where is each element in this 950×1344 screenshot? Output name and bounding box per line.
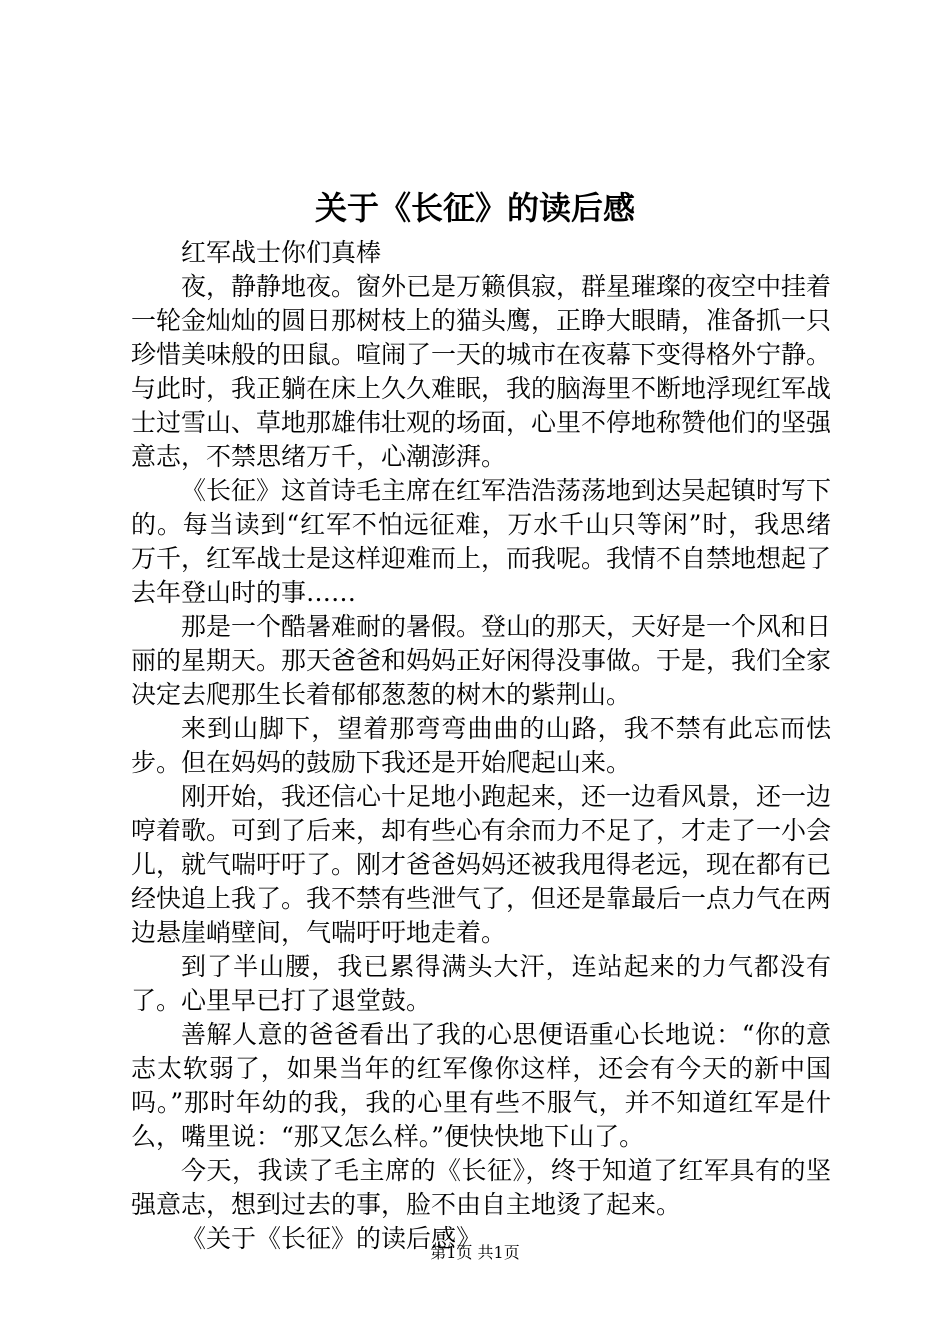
paragraph-closing-title: 《关于《长征》的读后感》 <box>181 1224 482 1253</box>
document-body <box>131 236 831 1256</box>
paragraph-subtitle: 红军战士你们真棒 <box>181 238 382 267</box>
paragraph: 那是一个酷暑难耐的暑假。登山的那天，天好是一个风和日丽的星期天。那天爸爸和妈妈正好闲得没事做。于是，我们全家决定去爬那生长着郁郁葱葱的树木的紫荆山。 <box>131 612 832 709</box>
paragraph: 来到山脚下，望着那弯弯曲曲的山路，我不禁有此忘而怯步。但在妈妈的鼓励下我还是开始爬起山来。 <box>131 714 831 777</box>
paragraph: 到了半山腰，我已累得满头大汗，连站起来的力气都没有了。心里早已打了退堂鼓。 <box>131 952 831 1015</box>
paragraph: 今天，我读了毛主席的《长征》，终于知道了红军具有的坚强意志，想到过去的事，脸不由自主地烫了起来。 <box>131 1156 831 1219</box>
page-number-footer: 第1页 共1页 <box>430 1243 520 1262</box>
paragraph: 善解人意的爸爸看出了我的心思便语重心长地说：“你的意志太软弱了，如果当年的红军像你这样，还会有今天的新中国吗。”那时年幼的我，我的心里有些不服气，并不知道红军是什么，嘴里说：“那又怎么样。”便快快地下山了。 <box>131 1020 831 1151</box>
document-title: 关于《长征》的读后感 <box>314 189 635 227</box>
paragraph: 《长征》这首诗毛主席在红军浩浩荡荡地到达吴起镇时写下的。每当读到“红军不怕远征难，万水千山只等闲”时，我思绪万千，红军战士是这样迎难而上，而我呢。我情不自禁地想起了去年登山时的事…… <box>131 476 832 607</box>
paragraph: 夜，静静地夜。窗外已是万籁俱寂，群星璀璨的夜空中挂着一轮金灿灿的圆日那树枝上的猫头鹰，正睁大眼睛，准备抓一只珍惜美味般的田鼠。喧闹了一天的城市在夜幕下变得格外宁静。与此时，我正躺在床上久久难眠，我的脑海里不断地浮现红军战士过雪山、草地那雄伟壮观的场面，心里不停地称赞他们的坚强意志，不禁思绪万千，心潮澎湃。 <box>131 272 832 471</box>
paragraph: 刚开始，我还信心十足地小跑起来，还一边看风景，还一边哼着歌。可到了后来，却有些心有余而力不足了，才走了一小会儿，就气喘吁吁了。刚才爸爸妈妈还被我甩得老远，现在都有已经快追上我了。我不禁有些泄气了，但还是靠最后一点力气在两边悬崖峭壁间，气喘吁吁地走着。 <box>131 782 832 947</box>
